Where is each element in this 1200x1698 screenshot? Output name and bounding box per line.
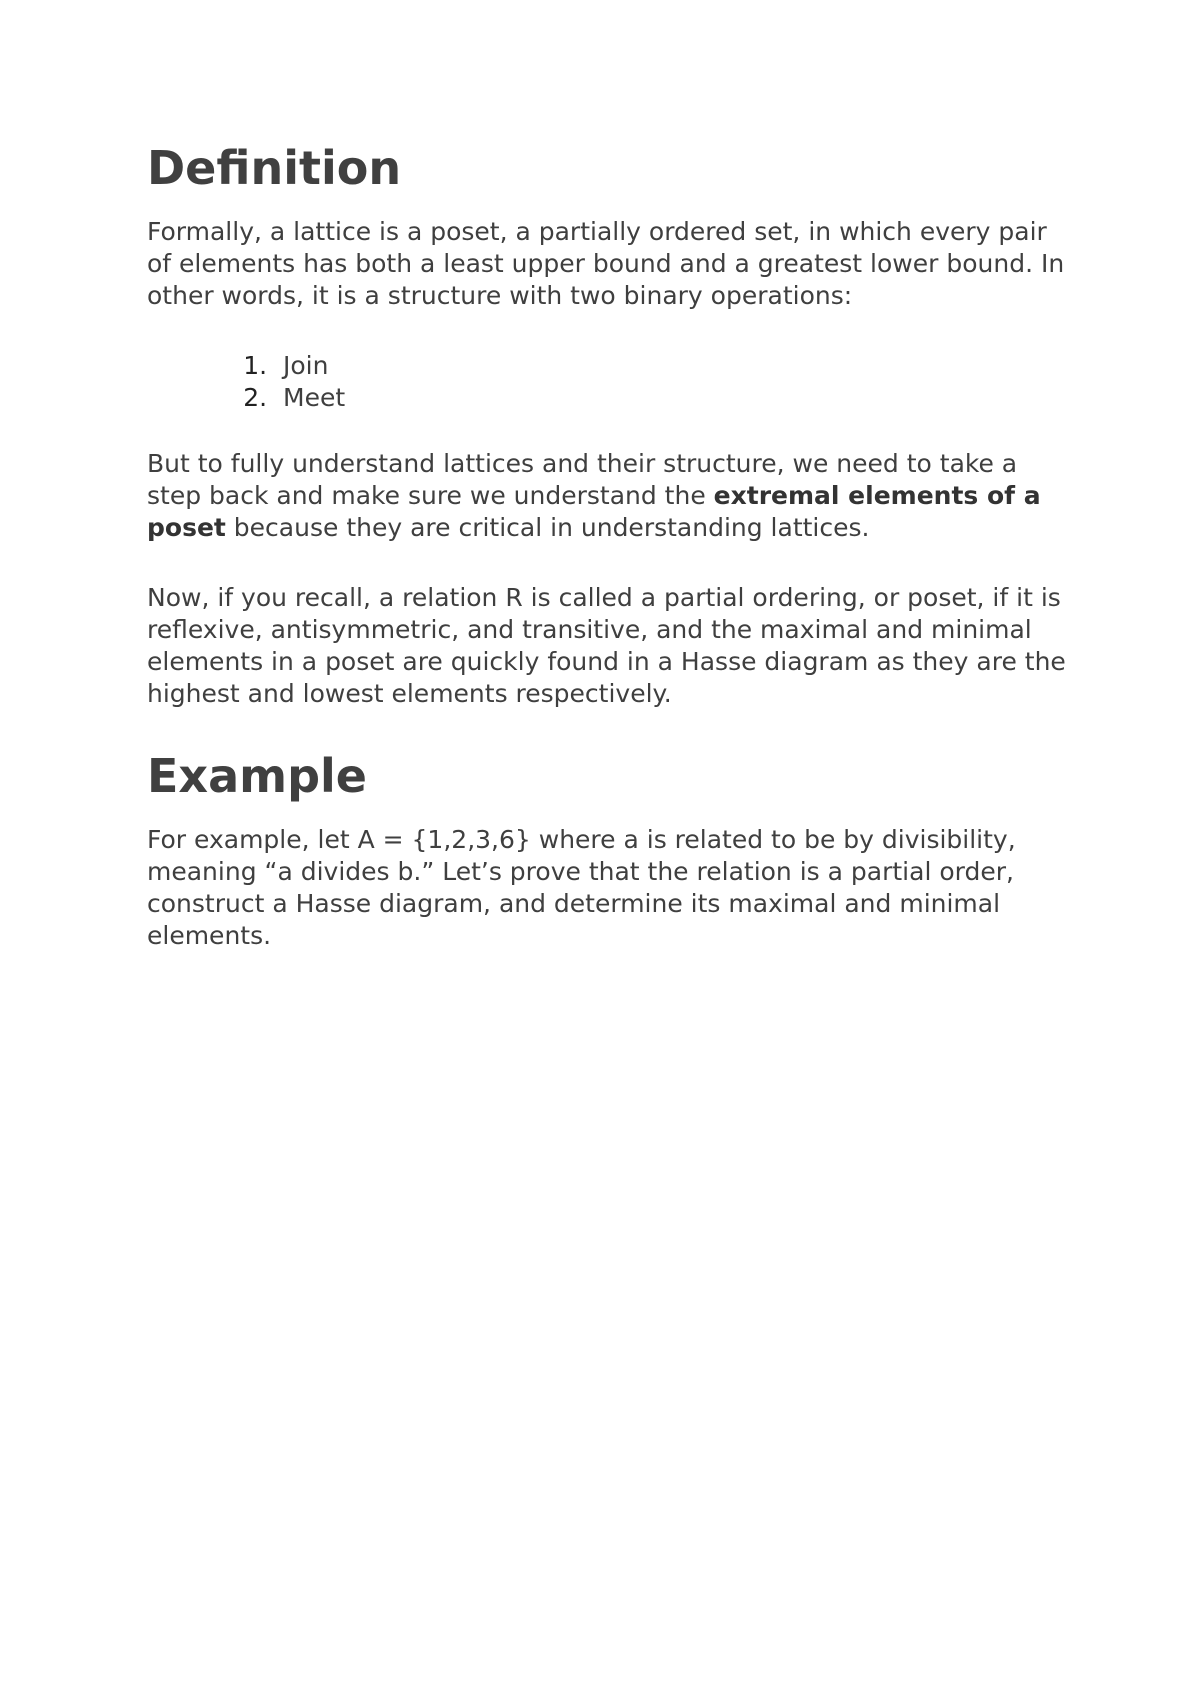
- example-heading: Example: [147, 749, 367, 803]
- paragraph-text-before: But to fully understand lattices and their structure, we need to take a step back and make sure we understand the: [147, 449, 1018, 510]
- partial-ordering-paragraph: Now, if you recall, a relation R is called a partial ordering, or poset, if it is reflexive, antisymmetric, and transitive, and the maximal and minimal elements in a poset are quickly found in a Hasse diagram as they are the highest and lowest elements respectively.: [147, 583, 1066, 708]
- extremal-elements-paragraph: [147, 448, 1067, 544]
- paragraph-text-after: because they are critical in understanding lattices.: [225, 513, 870, 542]
- operation-item-meet: 2. Meet: [275, 382, 1067, 414]
- definition-intro-paragraph: Formally, a lattice is a poset, a partially ordered set, in which every pair of elements has both a least upper bound and a greatest lower bound. In other words, it is a structure with two binary operations:: [147, 217, 1065, 310]
- document-page: [147, 140, 1067, 952]
- definition-heading: Definition: [147, 141, 402, 195]
- operations-list: [147, 350, 1067, 414]
- operation-item-join: 1. Join: [275, 350, 1067, 382]
- example-paragraph: For example, let A = {1,2,3,6} where a is related to be by divisibility, meaning “a divides b.” Let’s prove that the relation is a partial order, construct a Hasse diagram, and determine its maximal and minimal elements.: [147, 825, 1016, 950]
- bold-term-extremal-elements: extremal elements of a poset: [147, 481, 1041, 542]
